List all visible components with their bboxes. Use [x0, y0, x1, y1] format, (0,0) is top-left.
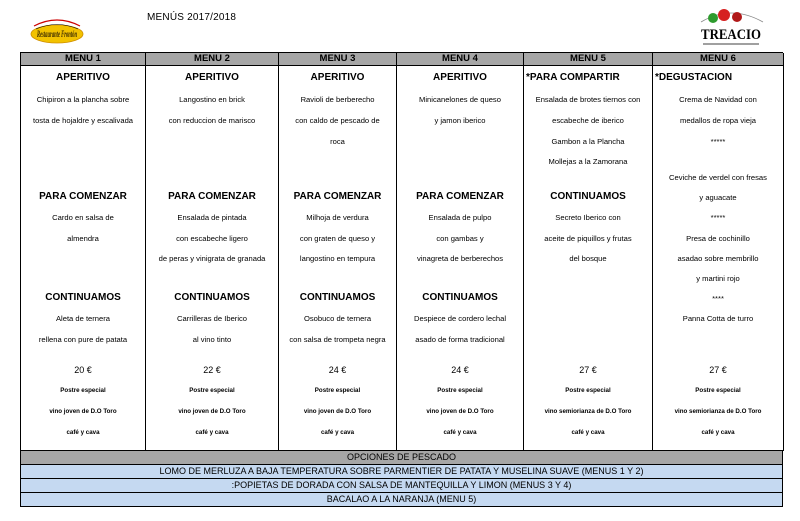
menu-extra: Postre especial: [189, 387, 235, 394]
menu-extra: vino joven de D.O Toro: [426, 408, 494, 415]
document-title: MENÚS 2017/2018: [147, 12, 237, 23]
dish-line: almendra: [67, 234, 99, 243]
dish-line: Crema de Navidad con: [679, 95, 757, 104]
menu-price: 22 €: [203, 365, 221, 375]
fish-options: [20, 451, 783, 507]
dish-line: con graten de queso y: [299, 234, 376, 243]
dish-line: Carrilleras de Iberico: [176, 314, 248, 323]
menu-column: [146, 53, 279, 451]
dish-line: asado de forma tradicional: [415, 335, 505, 344]
menu-extra: Postre especial: [60, 387, 106, 394]
restaurant-logo-left: [26, 14, 88, 46]
menus-table: [20, 52, 783, 451]
menu-header: MENU 3: [279, 53, 396, 66]
restaurant-logo-right: [693, 6, 769, 50]
dish-line: Gambon a la Plancha: [551, 137, 625, 146]
dish-line: Aleta de ternera: [55, 314, 111, 323]
menu-price: 27 €: [579, 365, 597, 375]
section-title: *PARA COMPARTIR: [526, 72, 620, 83]
menu-header: MENU 5: [524, 53, 652, 66]
section-title: APERITIVO: [310, 72, 365, 83]
section-title: CONTINUAMOS: [299, 292, 376, 303]
dish-line: Ceviche de verdel con fresas: [669, 173, 767, 182]
dish-line: *****: [710, 137, 726, 146]
menu-extra: café y cava: [66, 429, 100, 436]
dish-line: escabeche de iberico: [552, 116, 624, 125]
dish-line: y aguacate: [699, 193, 737, 202]
menu-price: 27 €: [709, 365, 727, 375]
section-title: PARA COMENZAR: [293, 191, 382, 202]
menu-extra: vino joven de D.O Toro: [303, 408, 372, 415]
menu-extra: vino semiorianza de D.O Toro: [544, 408, 632, 415]
dish-line: vinagreta de berberechos: [416, 254, 504, 263]
menu-column: [653, 53, 784, 451]
section-title: CONTINUAMOS: [174, 292, 250, 303]
dish-line: roca: [330, 137, 345, 146]
menu-header: MENU 6: [653, 53, 783, 66]
menu-column: [524, 53, 653, 451]
menu-extra: Postre especial: [437, 387, 483, 394]
menu-extra: café y cava: [571, 429, 605, 436]
dish-line: Presa de cochinillo: [686, 234, 750, 243]
dish-line: Despiece de cordero lechal: [413, 314, 507, 323]
section-title: PARA COMENZAR: [416, 191, 504, 202]
logo-right-text: TREACIO: [701, 27, 761, 43]
dish-line: Secreto Iberico con: [555, 213, 621, 222]
dish-line: Mollejas a la Zamorana: [548, 157, 628, 166]
dish-line: con salsa de trompeta negra: [289, 335, 386, 344]
dish-line: con reduccion de marisco: [168, 116, 256, 125]
fish-option: BACALAO A LA NARANJA (MENU 5): [21, 493, 783, 507]
menu-extra: vino joven de D.O Toro: [49, 408, 117, 415]
section-title: CONTINUAMOS: [550, 191, 626, 202]
dish-line: aceite de piquillos y frutas: [544, 234, 632, 243]
fish-option: LOMO DE MERLUZA A BAJA TEMPERATURA SOBRE PARMENTIER DE PATATA Y MUSELINA SUAVE (MENUS 1 Y 2): [21, 465, 783, 479]
menu-column: [279, 53, 397, 451]
section-title: CONTINUAMOS: [45, 292, 121, 303]
section-title: PARA COMENZAR: [39, 191, 127, 202]
dish-line: Panna Cotta de turro: [682, 314, 754, 323]
dish-line: con escabeche ligero: [176, 234, 248, 243]
menu-header: MENU 1: [21, 53, 145, 66]
section-title: CONTINUAMOS: [422, 292, 498, 303]
menu-price: 24 €: [328, 365, 347, 375]
dish-line: con gambas y: [436, 234, 484, 243]
menu-price: 20 €: [74, 365, 92, 375]
dish-line: *****: [710, 213, 726, 222]
section-title: PARA COMENZAR: [168, 191, 256, 202]
dish-line: Osobuco de ternera: [303, 314, 372, 323]
dish-line: del bosque: [569, 254, 607, 263]
menu-column: [397, 53, 524, 451]
dish-line: Ensalada de pintada: [177, 213, 247, 222]
dish-line: langostino en tempura: [299, 254, 376, 263]
dish-line: tosta de hojaldre y escalivada: [32, 116, 134, 125]
menu-extra: café y cava: [443, 429, 477, 436]
dish-line: y martini rojo: [696, 274, 740, 283]
dish-line: de peras y vinigrata de granada: [158, 254, 266, 263]
menu-extra: Postre especial: [695, 387, 741, 394]
dish-line: asadao sobre membrillo: [677, 254, 759, 263]
menu-extra: café y cava: [195, 429, 229, 436]
fish-options-title: OPCIONES DE PESCADO: [21, 451, 783, 465]
menu-extra: vino semiorianza de D.O Toro: [674, 408, 762, 415]
menu-extra: café y cava: [701, 429, 735, 436]
section-title: APERITIVO: [433, 72, 487, 83]
dish-line: Milhoja de verdura: [306, 213, 369, 222]
logo-left-text: Restaurante Frontón: [36, 29, 77, 39]
dish-line: Ravioli de berberecho: [300, 95, 375, 104]
menu-price: 24 €: [451, 365, 469, 375]
dish-line: medallos de ropa vieja: [680, 116, 756, 125]
section-title: APERITIVO: [56, 72, 110, 83]
dish-line: Ensalada de pulpo: [428, 213, 492, 222]
section-title: *DEGUSTACION: [655, 72, 733, 83]
menu-extra: vino joven de D.O Toro: [178, 408, 246, 415]
dish-line: Ensalada de brotes tiernos con: [535, 95, 641, 104]
dish-line: al vino tinto: [192, 335, 232, 344]
dish-line: rellena con pure de patata: [38, 335, 128, 344]
fish-option: :POPIETAS DE DORADA CON SALSA DE MANTEQUILLA Y LIMON (MENUS 3 Y 4): [21, 479, 783, 493]
menu-header: MENU 2: [146, 53, 278, 66]
menu-extra: café y cava: [320, 429, 355, 436]
menu-extra: Postre especial: [314, 387, 361, 394]
menu-column: [21, 53, 146, 451]
dish-line: Minicanelones de queso: [419, 95, 501, 104]
section-title: APERITIVO: [185, 72, 239, 83]
dish-line: Chipiron a la plancha sobre: [36, 95, 130, 104]
dish-line: ****: [712, 294, 724, 303]
dish-line: con caldo de pescado de: [295, 116, 380, 125]
dish-line: Langostino en brick: [179, 95, 245, 104]
dish-line: Cardo en salsa de: [52, 213, 114, 222]
menu-header: MENU 4: [397, 53, 523, 66]
dish-line: y jamon iberico: [434, 116, 486, 125]
menu-extra: Postre especial: [565, 387, 611, 394]
